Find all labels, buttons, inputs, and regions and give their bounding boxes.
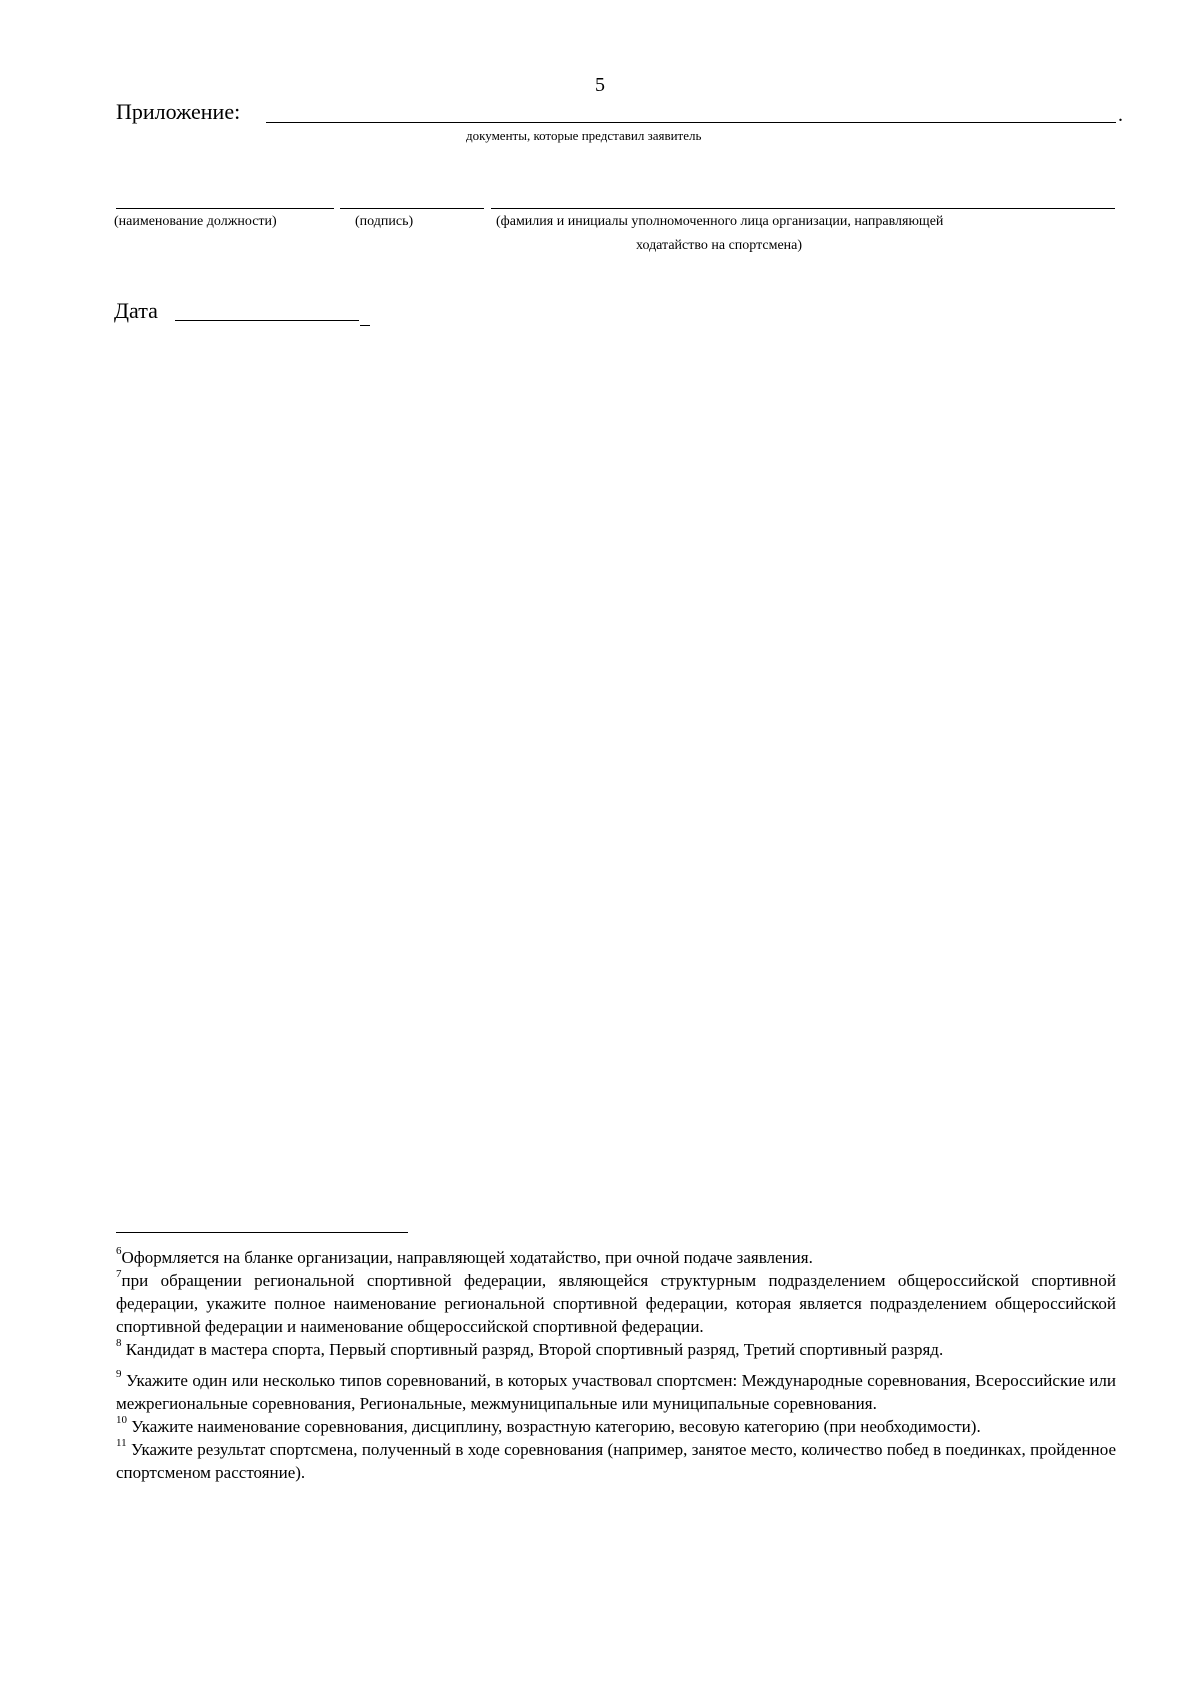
name-caption-line2: ходатайство на спортсмена)	[636, 238, 803, 253]
date-label: Дата	[114, 298, 158, 323]
appendix-blank-line	[266, 122, 1116, 123]
footnote-6	[116, 1246, 1116, 1269]
position-caption: (наименование должности)	[114, 214, 277, 229]
appendix-caption: документы, которые представил заявитель	[466, 128, 702, 143]
footnote-text: Укажите результат спортсмена, полученный в ходе соревнования (например, занятое место, количество побед в поединках, пройденное спортсменом расстояние).	[116, 1440, 1116, 1482]
footnotes	[116, 1246, 1116, 1484]
footnote-text: Укажите один или несколько типов соревнований, в которых участвовал спортсмен: Международные соревнования, Всероссийские или межрегиональные соревнования, Региональные, межмуниципальные или муниципальные соревнования.	[116, 1371, 1116, 1413]
footnote-9	[116, 1369, 1116, 1415]
signature-caption: (подпись)	[355, 214, 414, 229]
footnote-text: при обращении региональной спортивной федерации, являющейся структурным подразделением общероссийской спортивной федерации, укажите полное наименование региональной спортивной федерации, которая является подразделением общероссийской спортивной федерации и наименование общероссийской спортивной федерации.	[116, 1271, 1116, 1336]
footnote-7	[116, 1269, 1116, 1338]
name-caption-line1: (фамилия и инициалы уполномоченного лица организации, направляющей	[496, 214, 944, 229]
footnote-mark: 10	[116, 1414, 127, 1427]
footnote-mark: 9	[116, 1368, 122, 1381]
footnote-8	[116, 1338, 1116, 1361]
footnote-mark: 7	[116, 1268, 122, 1281]
footnote-mark: 8	[116, 1337, 122, 1350]
position-blank-line	[116, 208, 334, 209]
footnote-mark: 6	[116, 1245, 122, 1258]
footnote-10	[116, 1415, 1116, 1438]
footnote-separator	[116, 1232, 408, 1233]
page-number: 5	[595, 74, 605, 96]
footnote-mark: 11	[116, 1437, 127, 1450]
footnote-11	[116, 1438, 1116, 1484]
date-blank-line	[175, 320, 359, 321]
footnote-text: Укажите наименование соревнования, дисциплину, возрастную категорию, весовую категорию (при необходимости).	[127, 1417, 981, 1436]
appendix-end-mark: .	[1118, 104, 1123, 126]
name-blank-line	[491, 208, 1115, 209]
signature-blank-line	[340, 208, 484, 209]
footnote-text: Кандидат в мастера спорта, Первый спортивный разряд, Второй спортивный разряд, Третий спортивный разряд.	[121, 1340, 944, 1359]
footnote-text: Оформляется на бланке организации, направляющей ходатайство, при очной подаче заявления.	[121, 1248, 813, 1267]
date-blank-tail	[360, 325, 370, 326]
appendix-label: Приложение:	[116, 99, 241, 124]
